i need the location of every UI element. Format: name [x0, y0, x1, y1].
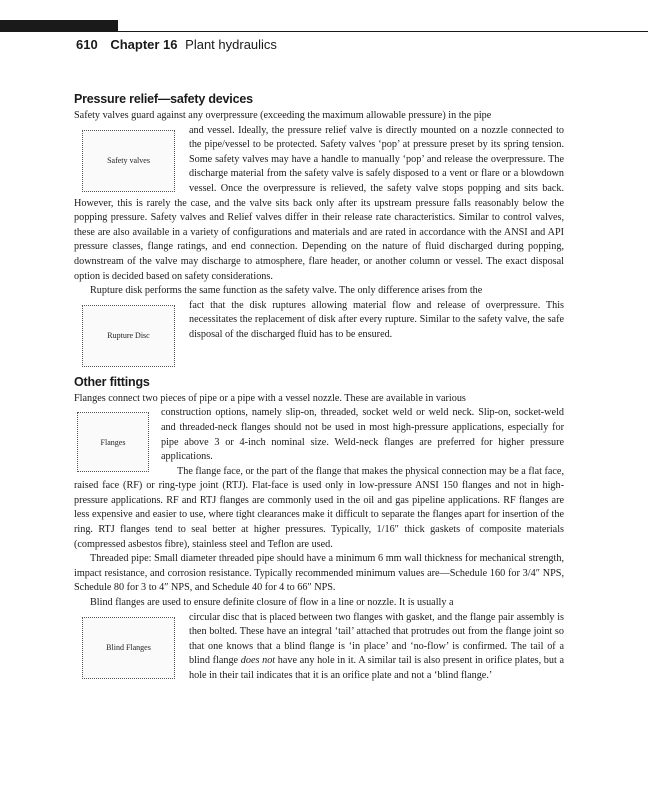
section-other-fittings [74, 375, 564, 684]
header-rule [0, 31, 648, 32]
blind-flanges-lead: Blind flanges are used to ensure definite closure of flow in a line or nozzle. It is usually a [90, 597, 454, 609]
threaded-pipe-paragraph: Threaded pipe: Small diameter threaded pipe should have a minimum 6 mm wall thickness for mechanical strength, impact resistance, and corrosion resistance. Typically recommended minimum values are—Schedule 160 for 3/4″ NPS, Schedule 80 for 3 to 4″ NPS, and Schedule 40 for 4 to 66″ NPS. [74, 553, 564, 594]
chapter-label: Chapter 16 [110, 37, 178, 52]
flanges-paragraph: construction options, namely slip-on, threaded, socket weld or weld neck. Slip-on, socket-weld and threaded-neck flanges should not be used in most high-pressure applications, especially for pipe above 3 or 4-inch nominal size. Weld-neck flanges are preferred for higher pressure applications. [161, 407, 564, 463]
chapter-title: Plant hydraulics [185, 37, 277, 52]
figure-label: Rupture Disc [107, 331, 150, 341]
blind-text-emphasis: does not [240, 655, 276, 667]
safety-valves-paragraph: and vessel. Ideally, the pressure relief valve is directly mounted on a nozzle connected to the pipe/vessel to be protected. Safety valves ‘pop’ at pressure preset by its spring tension. Some safety valves may have a handle to manually ‘pop’ and release the overpressure. The discharge material from the safety valve is safely disposed to a vent or flare or a blowdown vessel. Once the overpressure is relieved, the safety valve stops popping and sits back. However, this is rarely the case, and the valve sits back only after its upstream pressure falls reasonably below the popping pressure. Safety valves and Relief valves differ in their release rate characteristics. Similar to control valves, these are also available in a variety of configurations and materials and are rated in accordance with the ANSI and API pressure classes, flange ratings, and end connection. Depending on the nature of fluid discharged during popping, downstream of the valve may discharge to atmosphere, flare header, or another column or vessel. The exact disposal option is decided based on safety considerations. [74, 124, 564, 282]
figure-blind-flanges [82, 617, 175, 679]
figure-safety-valves [82, 130, 175, 192]
section-heading: Other fittings [74, 374, 150, 389]
figure-label: Blind Flanges [106, 643, 151, 653]
figure-label: Flanges [100, 437, 126, 447]
page-body [74, 92, 564, 684]
figure-flanges [77, 412, 149, 472]
rupture-disk-paragraph: fact that the disk ruptures allowing material flow and release of overpressure. This necessitates the replacement of disk after every rupture. Similar to the safety valve, the safe disposal of the discharged fluid has to be ensured. [189, 299, 564, 340]
blind-text-post: have any hole in it. A similar tail is also present in orifice plates, but a hole in their tail indicates that it is an orifice plate and not a ‘blind flange.’ [189, 655, 564, 681]
section-pressure-relief [74, 92, 564, 367]
flange-face-paragraph: The flange face, or the part of the flange that makes the physical connection may be a flat face, raised face (RF) or ring-type joint (RTJ). Flat-face is used only in low-pressure ANSI 150 flanges and not in high-pressure applications. RF and RTJ flanges are commonly used in the oil and gas pipeline applications. RF flanges are less expensive and easier to use, where tight clearances make it difficult to separate the flanges apart for insertion of the ring. RTJ flanges tend to seal better at higher pressures. Typically, 1/16″ thick gaskets of composite materials (compressed asbestos fibre), stainless steel and Teflon are used. [74, 465, 564, 550]
section-heading: Pressure relief—safety devices [74, 92, 253, 106]
blind-text-pre: circular disc that is placed between two flanges with gasket, and the flange pair assembly is then bolted. These have an integral ‘tail’ attached that protrudes out from the flange joint so that one knows that a blind flange is ‘in place’ and ‘no-flow’ is confirmed. The tail of a blind flange [189, 611, 564, 667]
figure-rupture-disc [82, 305, 175, 367]
figure-label: Safety valves [107, 156, 150, 166]
safety-valves-lead: Safety valves guard against any overpressure (exceeding the maximum allowable pressure) in the pipe [74, 110, 492, 121]
rupture-disk-lead: Rupture disk performs the same function as the safety valve. The only difference arises from the [90, 285, 483, 297]
flanges-lead: Flanges connect two pieces of pipe or a pipe with a vessel nozzle. These are available in various [74, 392, 466, 404]
page-number: 610 [76, 37, 98, 52]
running-head [76, 37, 277, 52]
